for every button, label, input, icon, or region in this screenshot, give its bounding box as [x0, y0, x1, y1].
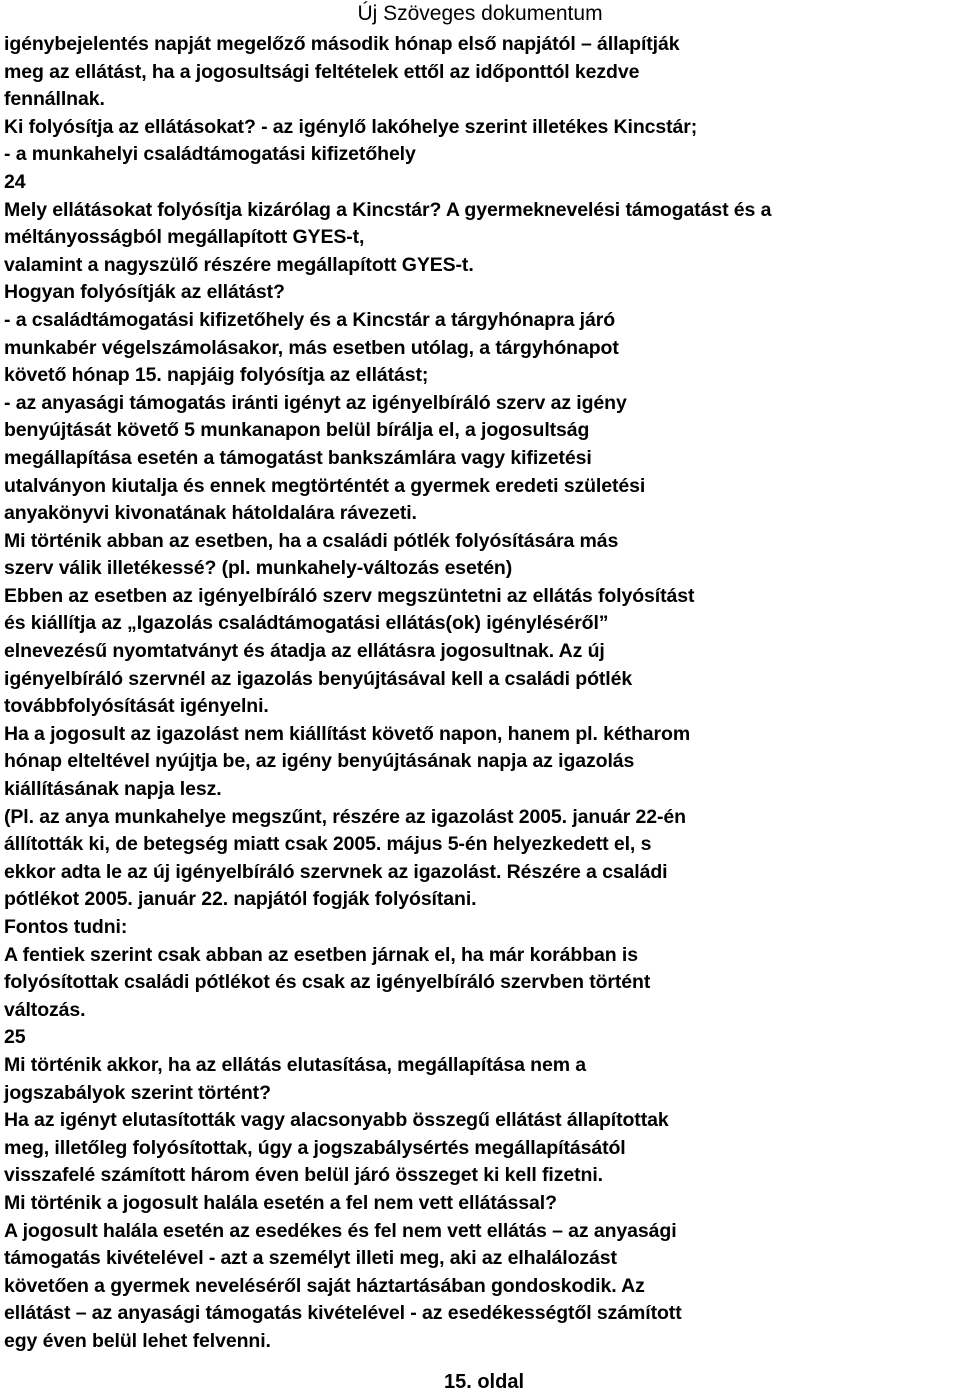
page-number-marker: 24 [4, 170, 26, 193]
text-line: igényelbíráló szervnél az igazolás benyújtásával kell a családi pótlék [4, 667, 633, 690]
text-line: egy éven belül lehet felvenni. [4, 1329, 271, 1352]
text-line: változás. [4, 998, 86, 1021]
text-line: Mi történik akkor, ha az ellátás elutasítása, megállapítása nem a [4, 1053, 587, 1076]
text-line: valamint a nagyszülő részére megállapított GYES-t. [4, 253, 474, 276]
text-line: állították ki, de betegség miatt csak 2005. május 5-én helyezkedett el, s [4, 833, 652, 856]
text-line: követően a gyermek neveléséről saját háztartásában gondoskodik. Az [4, 1274, 645, 1297]
text-line: megállapítása esetén a támogatást bankszámlára vagy kifizetési [4, 446, 592, 469]
document-title: Új Szöveges dokumentum [357, 2, 603, 25]
text-line: Mi történik a jogosult halála esetén a fel nem vett ellátással? [4, 1191, 557, 1214]
page-number-marker: 25 [4, 1026, 26, 1049]
text-line: kiállításának napja lesz. [4, 778, 222, 801]
text-line: hónap elteltével nyújtja be, az igény benyújtásának napja az igazolás [4, 750, 635, 773]
text-line: igénybejelentés napját megelőző második hónap első napjától – állapítják [4, 33, 680, 55]
text-line: utalványon kiutalja és ennek megtörténtét a gyermek eredeti születési [4, 474, 646, 497]
text-line: ellátást – az anyasági támogatás kivételével - az esedékességtől számított [4, 1302, 682, 1325]
text-line: méltányosságból megállapított GYES-t, [4, 226, 365, 249]
text-line: - a családtámogatási kifizetőhely és a Kincstár a tárgyhónapra járó [4, 308, 616, 331]
text-line: Hogyan folyósítják az ellátást? [4, 281, 285, 304]
text-line: Mi történik abban az esetben, ha a családi pótlék folyósítására más [4, 529, 619, 552]
text-line: Ki folyósítja az ellátásokat? - az igénylő lakóhelye szerint illetékes Kincstár; [4, 115, 698, 138]
text-line: - a munkahelyi családtámogatási kifizetőhely [4, 143, 416, 166]
text-line: Ha az igényt elutasították vagy alacsonyabb összegű ellátást állapítottak [4, 1109, 669, 1132]
text-line: meg, illetőleg folyósítottak, úgy a jogszabálysértés megállapításától [4, 1136, 626, 1159]
text-line: meg az ellátást, ha a jogosultsági feltételek ettől az időponttól kezdve [4, 60, 640, 83]
text-line: benyújtását követő 5 munkanapon belül bírálja el, a jogosultság [4, 419, 590, 442]
text-line: szerv válik illetékessé? (pl. munkahely-változás esetén) [4, 557, 513, 580]
text-line: továbbfolyósítását igényelni. [4, 695, 269, 718]
text-line: pótlékot 2005. január 22. napjától fogják folyósítani. [4, 888, 477, 911]
text-line: A fentiek szerint csak abban az esetben járnak el, ha már korábban is [4, 943, 638, 966]
text-line: munkabér végelszámolásakor, más esetben utólag, a tárgyhónapot [4, 336, 619, 359]
text-line: ekkor adta le az új igényelbíráló szervnek az igazolást. Részére a családi [4, 860, 668, 883]
text-line: Fontos tudni: [4, 916, 128, 938]
text-line: Mely ellátásokat folyósítja kizárólag a Kincstár? A gyermeknevelési támogatást és a [4, 198, 772, 221]
text-line: anyakönyvi kivonatának hátoldalára rávezeti. [4, 502, 417, 525]
document-body [4, 31, 958, 1356]
text-line: folyósítottak családi pótlékot és csak az igényelbíráló szervben történt [4, 971, 651, 994]
text-line: (Pl. az anya munkahelye megszűnt, részére az igazolást 2005. január 22-én [4, 805, 686, 828]
text-line: Ha a jogosult az igazolást nem kiállítást követő napon, hanem pl. kétharom [4, 722, 691, 745]
text-line: támogatás kivételével - azt a személyt illeti meg, aki az elhalálozást [4, 1247, 617, 1270]
text-line: jogszabályok szerint történt? [4, 1081, 271, 1104]
text-line: visszafelé számított három éven belül járó összeget ki kell fizetni. [4, 1164, 603, 1187]
text-line: és kiállítja az „Igazolás családtámogatási ellátás(ok) igényléséről” [4, 612, 609, 635]
text-line: Ebben az esetben az igényelbíráló szerv megszüntetni az ellátás folyósítást [4, 584, 695, 607]
text-line: A jogosult halála esetén az esedékes és fel nem vett ellátás – az anyasági [4, 1219, 677, 1242]
text-line: fennállnak. [4, 88, 105, 111]
text-line: követő hónap 15. napjáig folyósítja az ellátást; [4, 364, 429, 387]
text-line: elnevezésű nyomtatványt és átadja az ellátásra jogosultnak. Az új [4, 640, 605, 663]
page-footer: 15. oldal [443, 1371, 525, 1393]
text-line: - az anyasági támogatás iránti igényt az igényelbíráló szerv az igény [4, 391, 627, 414]
